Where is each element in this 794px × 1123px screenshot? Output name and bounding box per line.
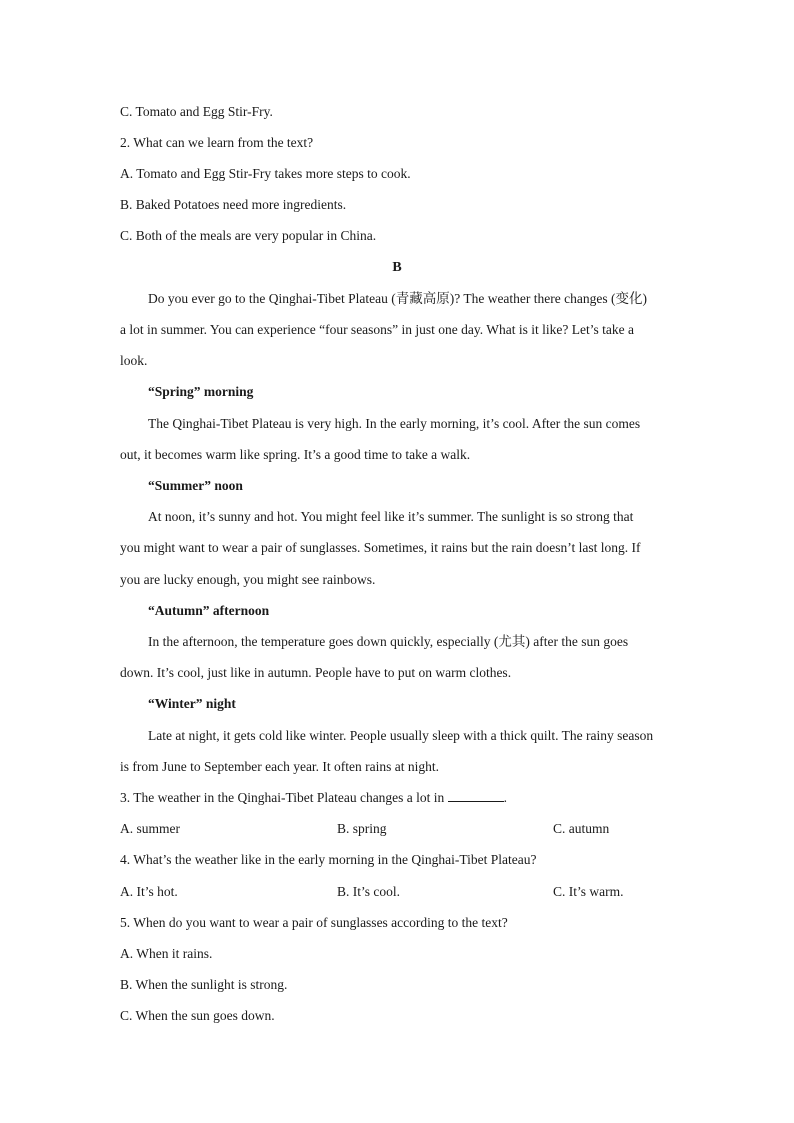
question-4-option-c: C. It’s warm. bbox=[553, 884, 624, 899]
question-4-stem: 4. What’s the weather like in the early morning in the Qinghai-Tibet Plateau? bbox=[120, 852, 537, 867]
autumn-paragraph-line: down. It’s cool, just like in autumn. People have to put on warm clothes. bbox=[120, 665, 512, 680]
spring-paragraph-line: The Qinghai-Tibet Plateau is very high. In the early morning, it’s cool. After the sun comes bbox=[148, 416, 641, 431]
summer-paragraph-line: At noon, it’s sunny and hot. You might feel like it’s summer. The sunlight is so strong that bbox=[148, 509, 634, 524]
question-2-option-a: A. Tomato and Egg Stir-Fry takes more steps to cook. bbox=[120, 166, 411, 181]
question-3-stem-text: 3. The weather in the Qinghai-Tibet Plateau changes a lot in bbox=[120, 790, 445, 805]
question-3-stem-end: . bbox=[503, 790, 508, 805]
section-heading: B bbox=[392, 260, 402, 275]
autumn-paragraph-line: In the afternoon, the temperature goes down quickly, especially (尤其) after the sun goes bbox=[148, 634, 629, 649]
summer-paragraph-line: you might want to wear a pair of sunglasses. Sometimes, it rains but the rain doesn’t last long. If bbox=[120, 540, 641, 555]
winter-paragraph-line: is from June to September each year. It often rains at night. bbox=[120, 759, 440, 774]
question-2-stem: 2. What can we learn from the text? bbox=[120, 135, 314, 150]
spring-paragraph-line: out, it becomes warm like spring. It’s a good time to take a walk. bbox=[120, 447, 471, 462]
question-4-option-b: B. It’s cool. bbox=[337, 884, 400, 899]
intro-paragraph-line: look. bbox=[120, 353, 148, 368]
answer-blank bbox=[448, 789, 504, 802]
question-2-option-b: B. Baked Potatoes need more ingredients. bbox=[120, 197, 347, 212]
question-3-option-b: B. spring bbox=[337, 821, 387, 836]
question-2-option-c: C. Both of the meals are very popular in China. bbox=[120, 228, 377, 243]
question-4-option-a: A. It’s hot. bbox=[120, 884, 178, 899]
winter-heading: “Winter” night bbox=[148, 696, 236, 711]
autumn-heading: “Autumn” afternoon bbox=[148, 603, 270, 618]
question-5-option-c: C. When the sun goes down. bbox=[120, 1008, 275, 1023]
question-5-option-a: A. When it rains. bbox=[120, 946, 213, 961]
prev-question-option-c: C. Tomato and Egg Stir-Fry. bbox=[120, 104, 273, 119]
question-5-option-b: B. When the sunlight is strong. bbox=[120, 977, 288, 992]
winter-paragraph-line: Late at night, it gets cold like winter. People usually sleep with a thick quilt. The rainy season bbox=[148, 728, 654, 743]
summer-paragraph-line: you are lucky enough, you might see rainbows. bbox=[120, 572, 376, 587]
intro-paragraph-line: a lot in summer. You can experience “four seasons” in just one day. What is it like? Let’s take a bbox=[120, 322, 634, 337]
question-3-option-a: A. summer bbox=[120, 821, 180, 836]
spring-heading: “Spring” morning bbox=[148, 384, 254, 399]
intro-paragraph-line: Do you ever go to the Qinghai-Tibet Plateau (青藏高原)? The weather there changes (变化) bbox=[148, 291, 647, 306]
question-3-stem bbox=[120, 789, 680, 807]
summer-heading: “Summer” noon bbox=[148, 478, 243, 493]
question-5-stem: 5. When do you want to wear a pair of sunglasses according to the text? bbox=[120, 915, 508, 930]
question-3-option-c: C. autumn bbox=[553, 821, 610, 836]
